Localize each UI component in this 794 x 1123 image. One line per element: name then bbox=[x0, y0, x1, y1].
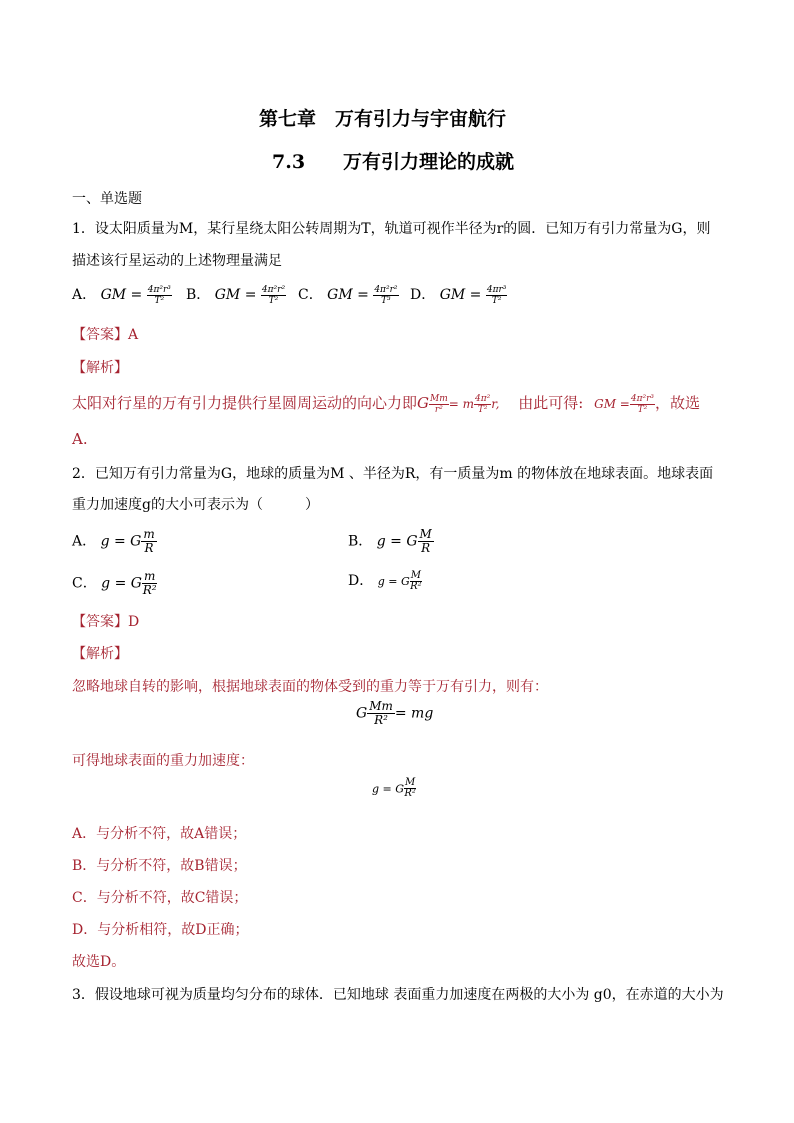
frac-den: T² bbox=[268, 295, 279, 306]
formula-fraction bbox=[630, 394, 655, 415]
option-label: B． bbox=[186, 287, 211, 303]
q2-equation-2 bbox=[372, 778, 416, 799]
frac-den: T² bbox=[491, 295, 502, 306]
formula-fraction bbox=[404, 778, 416, 799]
frac-num: m bbox=[143, 527, 155, 541]
frac-den: T² bbox=[154, 295, 165, 306]
option-label: D． bbox=[348, 573, 374, 589]
chapter-title: 第七章 万有引力与宇宙航行 bbox=[259, 108, 507, 130]
frac-den: T² bbox=[637, 404, 648, 415]
option-label: A． bbox=[72, 533, 97, 550]
q2-option-a bbox=[72, 528, 157, 555]
formula-fraction bbox=[418, 528, 434, 555]
formula-lhs: g = G bbox=[101, 575, 142, 592]
frac-num: M bbox=[410, 569, 421, 581]
formula-lhs: GM = bbox=[214, 287, 257, 303]
formula-fraction bbox=[486, 285, 508, 306]
frac-num: 4π² bbox=[475, 393, 491, 404]
formula-lhs: GM = bbox=[439, 287, 482, 303]
q1-answer: 【答案】A bbox=[72, 327, 139, 343]
formula-g: G bbox=[417, 394, 429, 412]
formula-mid: = m bbox=[448, 397, 474, 411]
section-title: 7.3 万有引力理论的成就 bbox=[272, 151, 515, 173]
frac-num: 4π²r² bbox=[261, 284, 286, 295]
formula-lhs: g = G bbox=[376, 533, 418, 550]
formula-g: G bbox=[356, 705, 368, 722]
q2-analysis-b: B．与分析不符，故B错误； bbox=[72, 858, 247, 874]
formula-lhs: g = G bbox=[372, 782, 405, 796]
frac-den: R bbox=[144, 541, 154, 555]
frac-den: R bbox=[421, 541, 431, 555]
frac-den: R² bbox=[404, 788, 416, 799]
frac-den: R² bbox=[410, 580, 422, 592]
q2-equation-1 bbox=[356, 700, 433, 727]
option-label: D． bbox=[410, 287, 436, 303]
frac-den: r² bbox=[434, 404, 443, 415]
q1-analysis-line bbox=[72, 392, 700, 415]
formula-lhs: g = G bbox=[377, 575, 410, 588]
option-label: C． bbox=[298, 287, 323, 303]
q1-analysis-end: A. bbox=[72, 430, 88, 448]
q2-option-d bbox=[348, 570, 422, 592]
frac-num: 4π²r³ bbox=[630, 393, 655, 404]
analysis-text: 太阳对行星的万有引力提供行星圆周运动的向心力即 bbox=[72, 394, 418, 412]
option-label: C． bbox=[72, 575, 97, 592]
q1-line1: 1．设太阳质量为M，某行星绕太阳公转周期为T，轨道可视作半径为r的圆．已知万有引力常量为G，则 bbox=[72, 221, 711, 237]
frac-num: m bbox=[143, 569, 156, 583]
formula-fraction bbox=[373, 285, 398, 306]
frac-num: 4π²r² bbox=[374, 284, 398, 295]
formula-r: r, bbox=[491, 397, 500, 411]
formula-lhs: g = G bbox=[100, 533, 142, 550]
option-label: B． bbox=[348, 533, 373, 550]
formula-fraction bbox=[147, 285, 172, 306]
q2-analysis-line1: 忽略地球自转的影响，根据地球表面的物体受到的重力等于万有引力，则有： bbox=[72, 679, 548, 695]
formula-fraction bbox=[474, 394, 491, 415]
q2-analysis-a: A．与分析不符，故A错误； bbox=[72, 826, 247, 842]
q1-option-d bbox=[410, 284, 507, 306]
q2-analysis-line2: 可得地球表面的重力加速度： bbox=[72, 753, 254, 769]
q2-analysis-d: D．与分析相符，故D正确； bbox=[72, 922, 249, 938]
formula-fraction bbox=[367, 700, 395, 727]
formula-lhs: GM = bbox=[327, 287, 369, 303]
formula-fraction bbox=[142, 570, 157, 597]
frac-den: R² bbox=[374, 713, 388, 727]
q2-line2: 重力加速度g的大小可表示为（ ） bbox=[72, 497, 319, 513]
frac-den: T³ bbox=[381, 295, 391, 306]
frac-num: 4π²r³ bbox=[147, 284, 171, 295]
option-label: A． bbox=[72, 287, 97, 303]
q3-line1: 3．假设地球可视为质量均匀分布的球体．已知地球 表面重力加速度在两极的大小为 g0，在赤道的大小为 bbox=[72, 987, 724, 1003]
q2-option-b bbox=[348, 528, 434, 555]
q2-analysis-c: C．与分析不符，故C错误； bbox=[72, 890, 248, 906]
formula-fraction bbox=[141, 528, 156, 555]
frac-num: Mm bbox=[369, 699, 393, 713]
q1-line2: 描述该行星运动的上述物理量满足 bbox=[72, 253, 282, 269]
formula-fraction bbox=[429, 394, 449, 415]
part-heading: 一、单选题 bbox=[72, 191, 142, 207]
analysis-text: ，故选 bbox=[655, 394, 701, 412]
frac-num: 4πr³ bbox=[486, 284, 507, 295]
formula-fraction bbox=[261, 285, 286, 306]
q2-analysis-label: 【解析】 bbox=[72, 646, 128, 662]
formula-lhs: GM = bbox=[594, 397, 630, 411]
q1-analysis-label: 【解析】 bbox=[72, 360, 128, 376]
q1-option-a bbox=[72, 284, 172, 306]
frac-num: Mm bbox=[430, 393, 448, 404]
frac-den: R² bbox=[142, 583, 157, 597]
frac-den: T² bbox=[477, 404, 488, 415]
q1-option-c bbox=[298, 284, 399, 306]
q2-answer: 【答案】D bbox=[72, 614, 140, 630]
q2-option-c bbox=[72, 570, 157, 597]
frac-num: M bbox=[419, 527, 432, 541]
formula-rhs: = mg bbox=[394, 705, 434, 722]
formula-fraction bbox=[410, 571, 422, 592]
frac-num: M bbox=[405, 777, 416, 788]
analysis-text: 由此可得: bbox=[518, 394, 584, 412]
formula-lhs: GM = bbox=[100, 287, 143, 303]
q1-option-b bbox=[186, 284, 286, 306]
q2-line1: 2．已知万有引力常量为G，地球的质量为M 、半径为R，有一质量为m 的物体放在地球表面。地球表面 bbox=[72, 466, 714, 482]
q2-analysis-conclusion: 故选D。 bbox=[72, 954, 126, 970]
